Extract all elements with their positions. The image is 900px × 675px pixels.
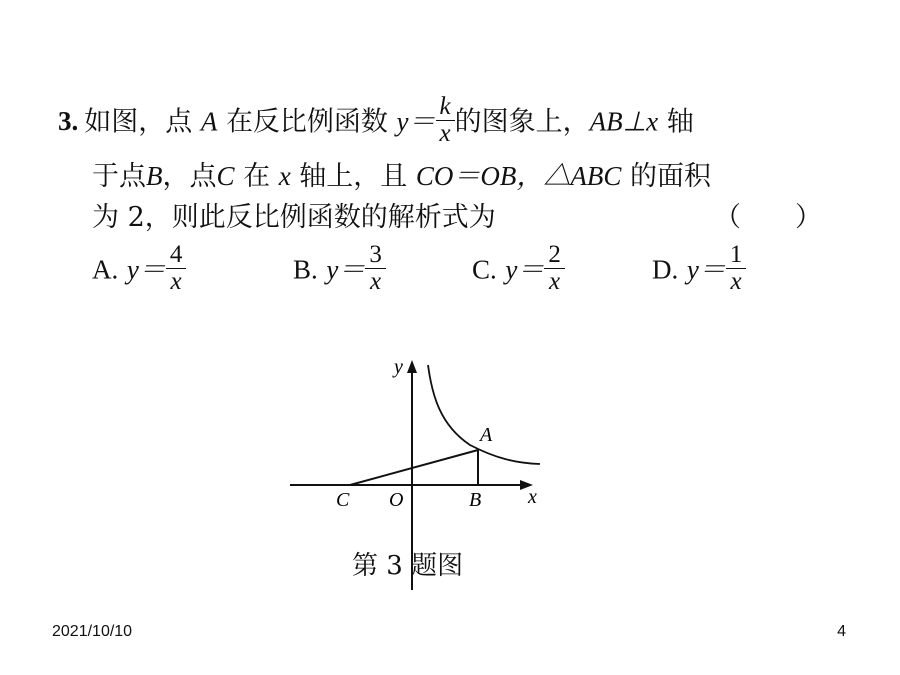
denominator: x <box>730 268 742 296</box>
y-equals: y＝ <box>686 254 726 285</box>
footer-date: 2021/10/10 <box>52 623 133 640</box>
y-axis-arrow-icon <box>407 360 417 373</box>
numerator: 2 <box>544 242 565 269</box>
question-number: 3. <box>58 106 79 137</box>
text: 的面积 <box>629 161 711 192</box>
text: 的图象上， <box>454 106 590 138</box>
y-equals: y＝ <box>326 254 366 285</box>
y-equals: y＝ <box>126 254 166 285</box>
text: 轴上，且 <box>299 161 408 192</box>
text: 在 <box>243 161 271 192</box>
option-label: A. <box>92 254 119 285</box>
y-equals: y＝ <box>505 254 545 285</box>
ab-perp: AB⊥ <box>589 106 647 137</box>
hyperbola-curve <box>428 365 540 464</box>
label-b: B <box>469 489 482 511</box>
text: 为 2，则此反比例函数的解析式为 <box>92 202 496 233</box>
text: 如图，点 <box>84 106 193 138</box>
y-equals: y＝ <box>396 106 436 137</box>
numerator: k <box>436 94 455 121</box>
answer-paren: （ ） <box>714 202 822 233</box>
denominator: x <box>170 268 182 296</box>
point-a: A <box>200 106 218 137</box>
segment-ca <box>350 450 478 485</box>
label-c: C <box>336 489 350 511</box>
option-label: B. <box>293 254 318 285</box>
denominator: x <box>439 120 451 148</box>
x-var: x <box>278 161 291 191</box>
x-var: x <box>646 106 659 137</box>
option-label: C. <box>472 254 497 285</box>
point-b: B <box>146 161 163 191</box>
condition: CO＝OB，△ABC <box>415 161 622 191</box>
numerator: 1 <box>726 242 747 269</box>
text: 在反比例函数 <box>225 106 388 138</box>
option-label: D. <box>652 254 679 285</box>
numerator: 4 <box>166 242 187 269</box>
page-number: 4 <box>837 623 846 640</box>
text: 轴 <box>666 106 694 138</box>
label-a: A <box>480 424 493 446</box>
label-x: x <box>528 486 537 508</box>
denominator: x <box>549 268 561 296</box>
denominator: x <box>370 268 382 296</box>
text: ，点 <box>162 161 217 192</box>
text: 于点 <box>92 161 146 192</box>
figure-caption: 第 3 题图 <box>352 551 464 581</box>
numerator: 3 <box>365 242 386 269</box>
label-o: O <box>389 489 404 511</box>
point-c: C <box>216 161 235 191</box>
label-y: y <box>394 356 403 378</box>
